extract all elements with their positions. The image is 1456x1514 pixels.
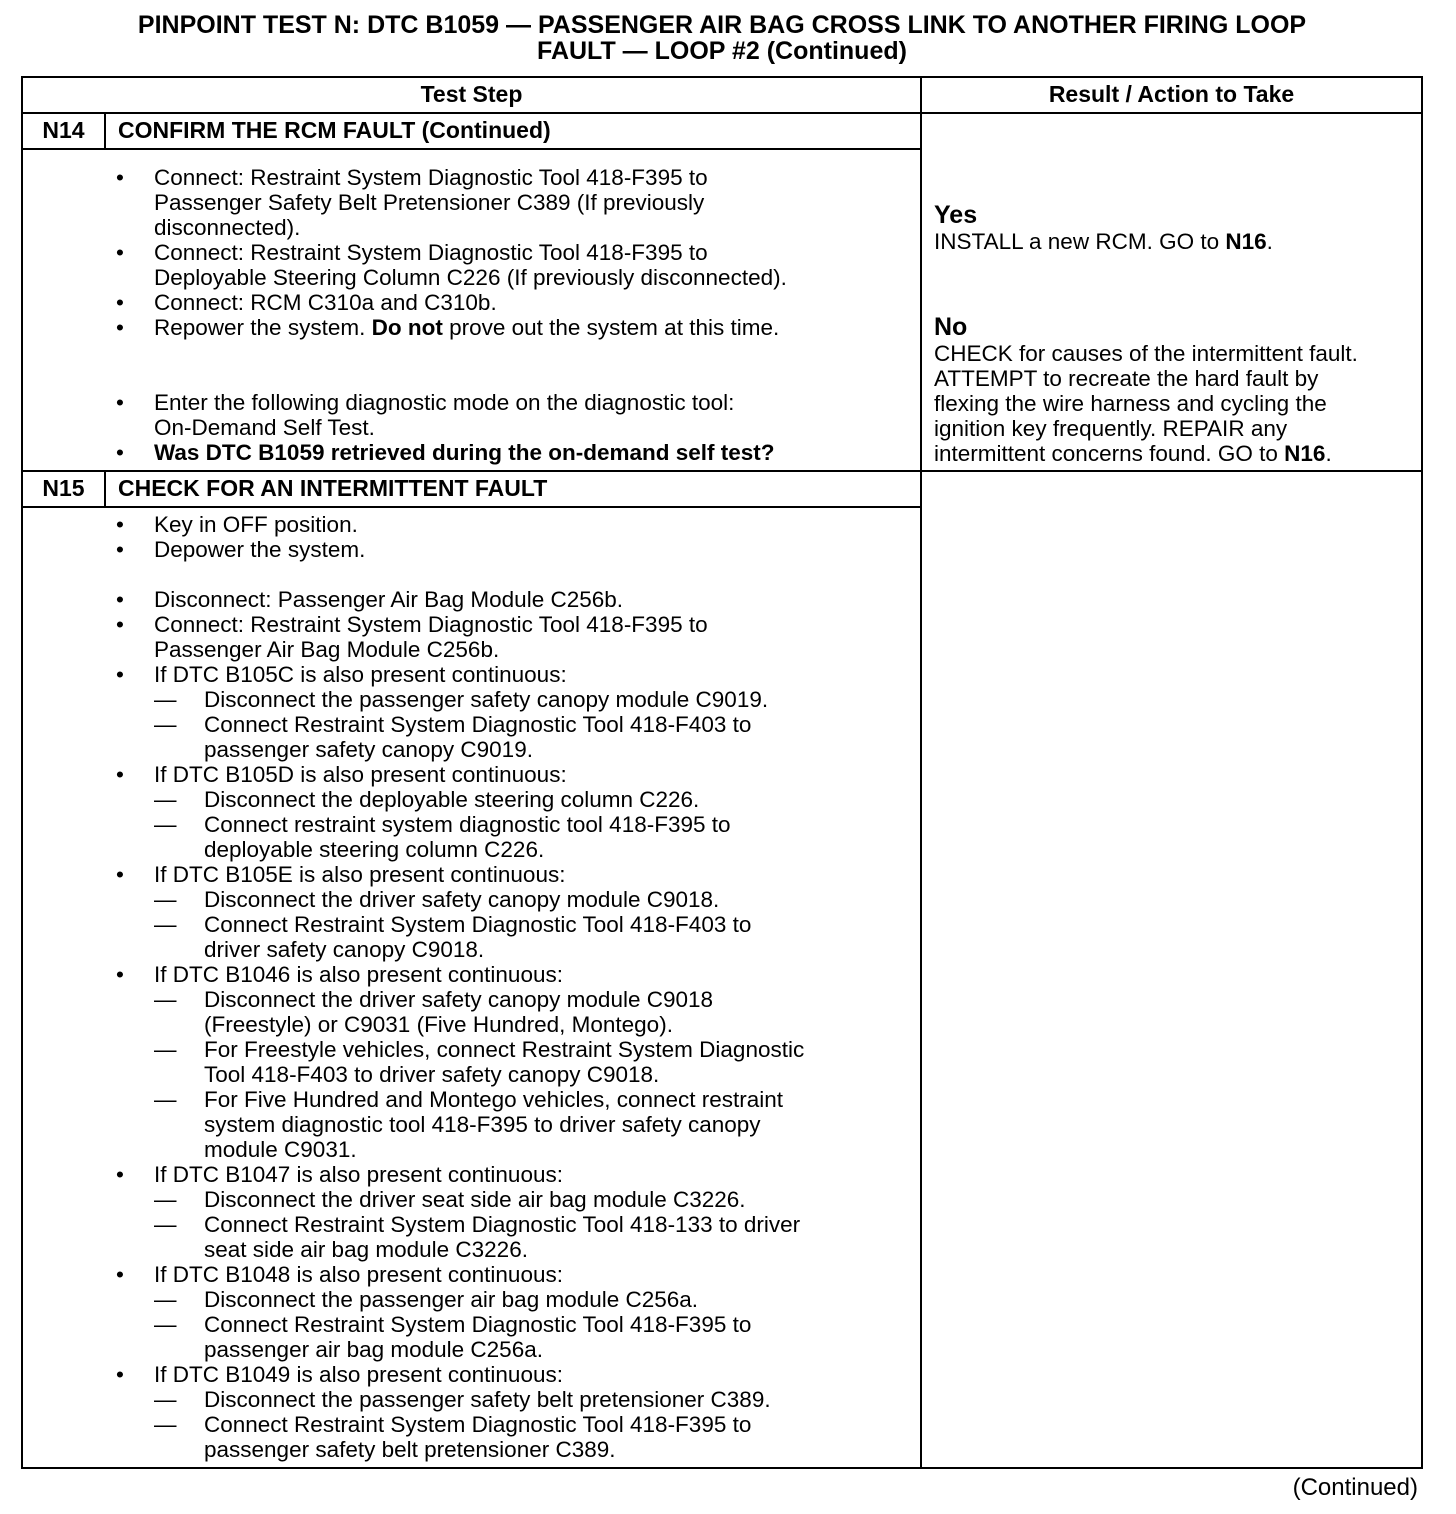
instruction-question: Was DTC B1059 retrieved during the on-demand self test? (154, 440, 775, 465)
instruction-text: Enter the following diagnostic mode on the diagnostic tool: (154, 390, 735, 415)
bullet: • (116, 587, 124, 612)
title-line-2: FAULT — LOOP #2 (Continued) (537, 37, 907, 65)
sub-item: — Disconnect the passenger safety belt pretensioner C389. (154, 1387, 771, 1412)
bullet: • (116, 537, 124, 562)
list-item: • Disconnect: Passenger Air Bag Module C256b. (116, 587, 624, 612)
page-title (22, 12, 1422, 64)
list-item: • If DTC B1048 is also present continuous: (116, 1262, 563, 1287)
instruction-text: disconnected). (154, 215, 301, 240)
step-number-n15: N15 (42, 475, 85, 501)
bullet: • (116, 315, 124, 340)
dash: — (154, 1037, 177, 1062)
list-item (112, 440, 787, 465)
dash: — (154, 887, 177, 912)
yes-action: INSTALL a new RCM. GO to N16. (934, 229, 1273, 254)
list-item: • If DTC B1046 is also present continuous: (116, 962, 563, 987)
list-item: • If DTC B1049 is also present continuous: (116, 1362, 563, 1387)
n14-title-divider (21, 148, 921, 150)
sub-item: — Connect Restraint System Diagnostic Tool 418-F395 to passenger safety belt pretensioner C389. (154, 1412, 752, 1462)
instruction-text: Connect: Restraint System Diagnostic Tool 418-F395 to (154, 165, 708, 190)
dash: — (154, 912, 177, 937)
n15-instructions (112, 512, 804, 1462)
instruction-text: Repower the system. Do not prove out the system at this time. (154, 315, 780, 340)
step-title-n14: CONFIRM THE RCM FAULT (Continued) (118, 117, 551, 143)
goto-link[interactable]: N16 (1225, 229, 1267, 254)
dash: — (154, 812, 177, 837)
sub-item: — Disconnect the deployable steering column C226. (154, 787, 700, 812)
instruction-text: Connect: RCM C310a and C310b. (154, 290, 497, 315)
bullet: • (116, 240, 124, 265)
yes-label: Yes (934, 201, 978, 229)
n14-number-divider (104, 112, 106, 149)
no-action: intermittent concerns found. GO to N16. (934, 441, 1332, 466)
dash: — (154, 1212, 177, 1237)
bullet: • (116, 612, 124, 637)
step-divider (21, 470, 1423, 472)
n14-result-no (934, 314, 1358, 466)
dash: — (154, 1287, 177, 1312)
n15-number-divider (104, 470, 106, 507)
goto-link[interactable]: N16 (1284, 441, 1326, 466)
dash: — (154, 1087, 177, 1112)
header-result-action: Result / Action to Take (1048, 81, 1295, 107)
list-item: • Key in OFF position. (116, 512, 358, 537)
sub-item: — Connect Restraint System Diagnostic Tool 418-133 to driver seat side air bag module C3226. (154, 1212, 801, 1262)
bullet: • (116, 512, 124, 537)
instruction-text: On-Demand Self Test. (154, 415, 375, 440)
header-test-step: Test Step (420, 81, 523, 107)
instruction-text: Passenger Safety Belt Pretensioner C389 (If previously (154, 190, 705, 215)
bullet: • (116, 290, 124, 315)
list-item: • If DTC B105D is also present continuous: (116, 762, 567, 787)
dash: — (154, 987, 177, 1012)
list-item: • Depower the system. (116, 537, 366, 562)
bullet: • (116, 1362, 124, 1387)
sub-item: — For Freestyle vehicles, connect Restraint System Diagnostic Tool 418-F403 to driver safety canopy C9018. (154, 1037, 805, 1087)
step-title-n15: CHECK FOR AN INTERMITTENT FAULT (118, 475, 548, 501)
dash: — (154, 1412, 177, 1437)
step-number-n14: N14 (42, 117, 85, 143)
dash: — (154, 1387, 177, 1412)
continued-label: (Continued) (1292, 1474, 1418, 1501)
list-item (112, 315, 787, 340)
bullet: • (116, 862, 124, 887)
list-item: • If DTC B105C is also present continuous: (116, 662, 567, 687)
no-action: flexing the wire harness and cycling the (934, 391, 1327, 416)
no-action: CHECK for causes of the intermittent fault. (934, 341, 1358, 366)
instruction-text: Deployable Steering Column C226 (If previously disconnected). (154, 265, 787, 290)
sub-item: — Disconnect the passenger air bag module C256a. (154, 1287, 699, 1312)
sub-item: — Connect Restraint System Diagnostic Tool 418-F403 to driver safety canopy C9018. (154, 912, 752, 962)
bullet: • (116, 662, 124, 687)
title-line-1: PINPOINT TEST N: DTC B1059 — PASSENGER AIR BAG CROSS LINK TO ANOTHER FIRING LOOP (137, 11, 1307, 39)
sub-item: — Disconnect the driver seat side air bag module C3226. (154, 1187, 746, 1212)
bullet: • (116, 165, 124, 190)
list-item: • If DTC B105E is also present continuous: (116, 862, 566, 887)
list-item: • Connect: Restraint System Diagnostic Tool 418-F395 to Passenger Air Bag Module C256b. (116, 612, 708, 662)
sub-item: — Connect restraint system diagnostic tool 418-F395 to deployable steering column C226. (154, 812, 731, 862)
n15-title-divider (21, 506, 921, 508)
dash: — (154, 1187, 177, 1212)
sub-item: — Disconnect the passenger safety canopy module C9019. (154, 687, 769, 712)
dash: — (154, 687, 177, 712)
n14-result-yes (934, 202, 1273, 254)
list-item (112, 240, 787, 290)
sub-item: — Connect Restraint System Diagnostic Tool 418-F395 to passenger air bag module C256a. (154, 1312, 752, 1362)
list-item (112, 390, 787, 440)
list-item (112, 165, 787, 240)
sub-item: — Disconnect the driver safety canopy module C9018. (154, 887, 720, 912)
instruction-text: Connect: Restraint System Diagnostic Tool 418-F395 to (154, 240, 708, 265)
bullet: • (116, 962, 124, 987)
n14-instructions (112, 165, 787, 465)
no-action: ignition key frequently. REPAIR any (934, 416, 1288, 441)
sub-item: — For Five Hundred and Montego vehicles, connect restraint system diagnostic tool 418-F395 to driver safety canopy module C9031. (154, 1087, 784, 1162)
dash: — (154, 787, 177, 812)
dash: — (154, 1312, 177, 1337)
sub-item: — Connect Restraint System Diagnostic Tool 418-F403 to passenger safety canopy C9019. (154, 712, 752, 762)
list-item (112, 290, 787, 315)
no-action: ATTEMPT to recreate the hard fault by (934, 366, 1319, 391)
no-label: No (934, 313, 968, 341)
list-item: • If DTC B1047 is also present continuous: (116, 1162, 563, 1187)
header-divider (21, 112, 1423, 114)
bullet: • (116, 1162, 124, 1187)
dash: — (154, 712, 177, 737)
bullet: • (116, 390, 124, 415)
bullet: • (116, 1262, 124, 1287)
sub-item: — Disconnect the driver safety canopy module C9018 (Freestyle) or C9031 (Five Hundred, Montego). (154, 987, 714, 1037)
bullet: • (116, 762, 124, 787)
column-divider (920, 76, 922, 1469)
bullet: • (116, 440, 124, 465)
